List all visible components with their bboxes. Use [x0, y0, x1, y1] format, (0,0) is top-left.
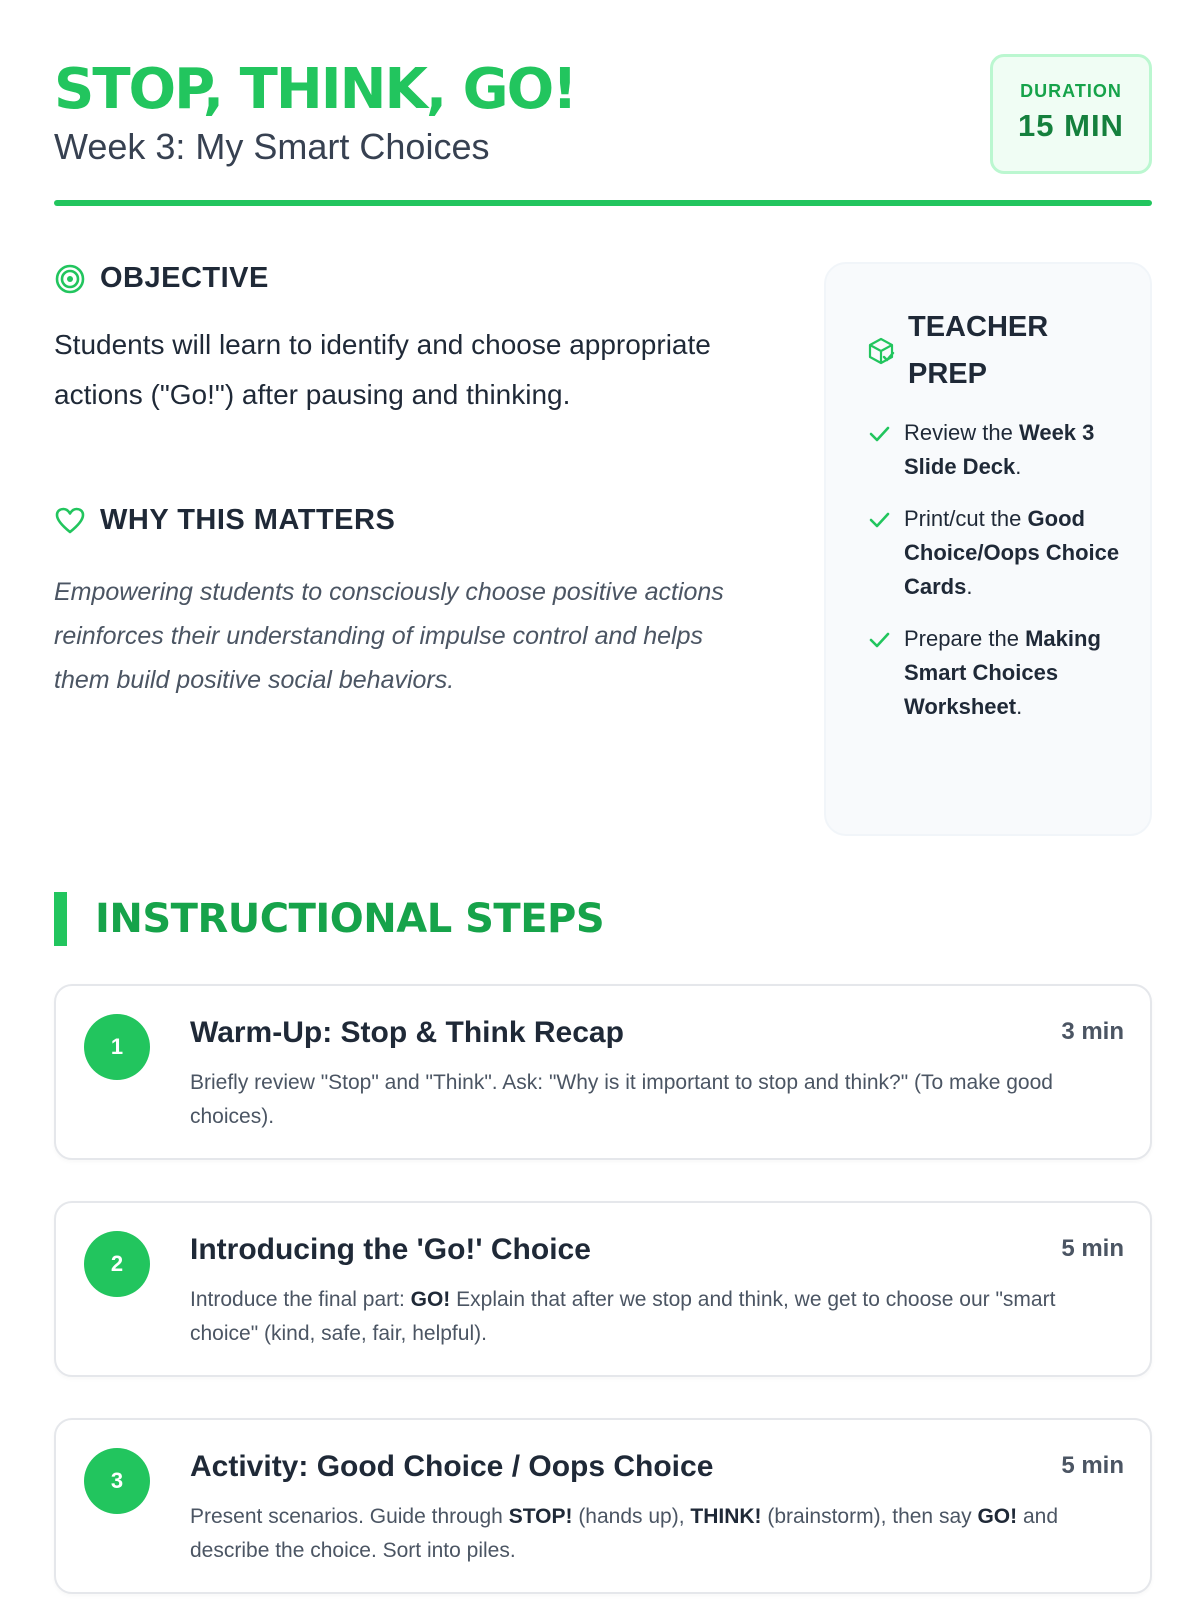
step-time: 5 min — [1061, 1235, 1124, 1262]
teacher-prep-card — [824, 262, 1152, 836]
step-desc-text: Introduce the final part: — [190, 1288, 411, 1311]
step-desc-text: (hands up), — [572, 1505, 691, 1528]
prep-list — [868, 416, 1138, 742]
steps-heading — [54, 892, 604, 946]
prep-item: Review the Week 3 Slide Deck. — [868, 416, 1138, 484]
step-time: 3 min — [1061, 1018, 1124, 1045]
check-icon — [868, 509, 890, 531]
prep-title: TEACHER PREP — [908, 311, 1049, 390]
duration-badge — [990, 54, 1152, 174]
header-divider — [54, 200, 1152, 206]
step-desc-emphasis: GO! — [410, 1288, 451, 1311]
step-time: 5 min — [1061, 1452, 1124, 1479]
step-desc-emphasis: THINK! — [690, 1505, 762, 1528]
check-icon — [868, 423, 890, 445]
step-card — [54, 1418, 1152, 1594]
step-description — [190, 1500, 1126, 1568]
step-desc-text: and describe the choice. Sort into piles. — [190, 1505, 1058, 1562]
objective-text: Students will learn to identify and choose appropriate actions ("Go!") after pausing and thinking. — [54, 329, 711, 410]
lesson-header — [54, 54, 1152, 206]
step-card — [54, 1201, 1152, 1377]
step-number: 2 — [84, 1231, 150, 1297]
step-description — [190, 1283, 1126, 1351]
steps-accent-bar — [54, 892, 67, 946]
why-heading — [54, 504, 395, 537]
step-desc-emphasis: STOP! — [508, 1505, 573, 1528]
why-text: Empowering students to consciously choose positive actions reinforces their understanding of impulse control and helps them build positive social behaviors. — [54, 578, 724, 694]
prep-heading — [866, 304, 1078, 398]
step-desc-text: (brainstorm), then say — [761, 1505, 978, 1528]
why-title: WHY THIS MATTERS — [100, 504, 396, 536]
box-check-icon — [866, 336, 896, 366]
step-number: 3 — [84, 1448, 150, 1514]
duration-label: DURATION — [1020, 81, 1122, 101]
step-title: Introducing the 'Go!' Choice — [190, 1233, 591, 1266]
step-title: Warm-Up: Stop & Think Recap — [190, 1016, 624, 1049]
step-title: Activity: Good Choice / Oops Choice — [190, 1450, 714, 1483]
prep-item-verb: Prepare the — [904, 626, 1019, 651]
step-desc-text: Explain that after we stop and think, we get to choose our "smart choice" (kind, safe, fair, helpful). — [190, 1288, 1056, 1345]
step-desc-emphasis: GO! — [977, 1505, 1018, 1528]
heart-icon — [54, 505, 86, 537]
prep-item-object: Good Choice/Oops Choice Cards — [904, 506, 1120, 599]
objective-heading — [54, 262, 269, 295]
target-icon — [54, 263, 86, 295]
prep-item-object: Week 3 Slide Deck — [904, 420, 1095, 479]
prep-item-object: Making Smart Choices Worksheet — [904, 626, 1101, 719]
step-card — [54, 984, 1152, 1160]
check-icon — [868, 629, 890, 651]
prep-item-verb: Print/cut the — [904, 506, 1022, 531]
step-desc-text: Present scenarios. Guide through — [190, 1505, 509, 1528]
lesson-title: STOP, THINK, GO! — [54, 57, 576, 122]
prep-item-verb: Review the — [904, 420, 1013, 445]
objective-title: OBJECTIVE — [100, 262, 269, 294]
prep-item: Prepare the Making Smart Choices Worksheet. — [868, 622, 1138, 724]
steps-title: INSTRUCTIONAL STEPS — [95, 896, 605, 942]
lesson-subtitle: Week 3: My Smart Choices — [54, 126, 490, 167]
prep-item: Print/cut the Good Choice/Oops Choice Cards. — [868, 502, 1138, 604]
step-description: Briefly review "Stop" and "Think". Ask: "Why is it important to stop and think?" (To make good choices). — [190, 1071, 1053, 1128]
step-number: 1 — [84, 1014, 150, 1080]
duration-value: 15 MIN — [1018, 108, 1124, 143]
